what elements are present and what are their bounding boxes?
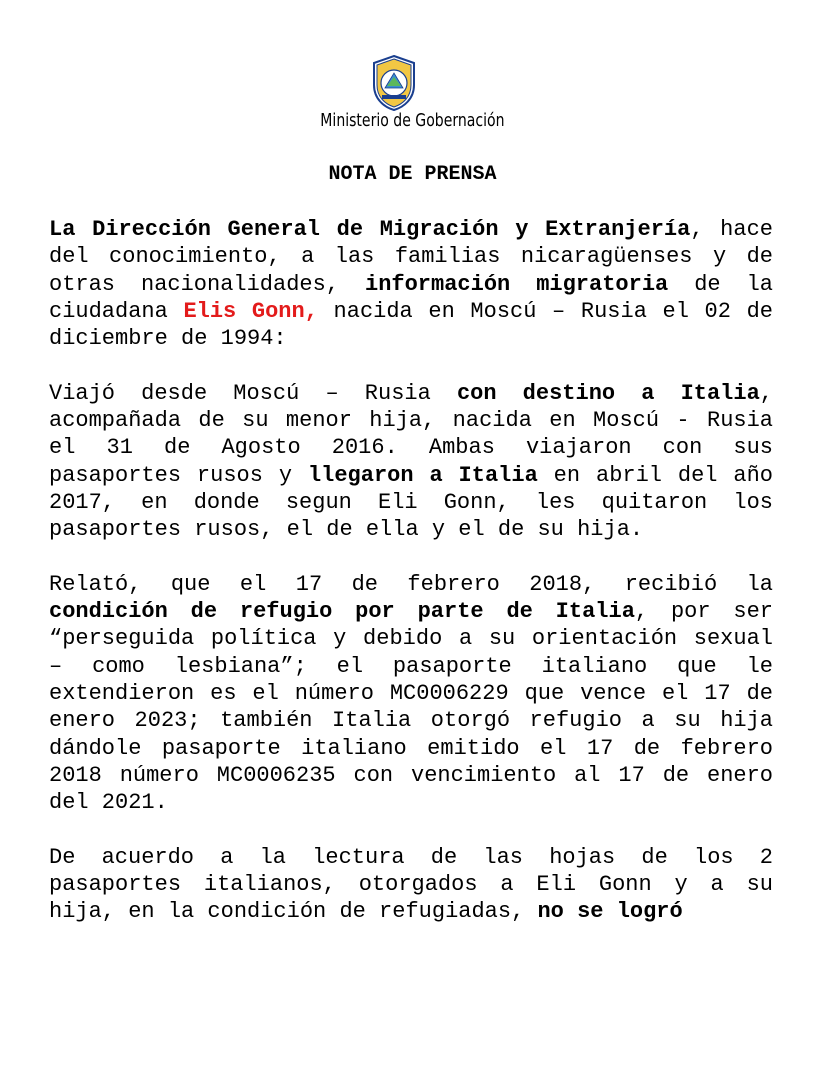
paragraph-2	[49, 380, 773, 544]
agency-name: La Dirección General de Migración y Extranjería	[49, 217, 691, 242]
citizen-name: Elis Gonn,	[183, 298, 318, 324]
text-span: De acuerdo a la lectura de las hojas de los 2 pasaportes italianos, otorgados a Eli Gonn y a su hija, en la condición de refugiadas,	[49, 844, 773, 925]
press-note-title: NOTA DE PRENSA	[328, 163, 497, 186]
bold-phrase: llegaron a Italia	[307, 462, 538, 488]
paragraph-3	[49, 571, 773, 817]
text-span: , hace del conocimiento, a las familias nicaragüenses y de otras nacionalidades,	[49, 217, 773, 297]
bold-phrase: con destino a Italia	[456, 380, 760, 406]
text-span: en abril del año 2017, en donde segun Eli Gonn, les quitaron los pasaportes rusos, el de ella y el de su hija.	[49, 462, 774, 543]
text-span: , por ser “perseguida política y debido a su orientación sexual – como lesbiana”; el pasaporte italiano que le extendieron es el número MC0006229 que vence el 17 de enero 2023; también Italia otorgó refugio a su hija dándole pasaporte italiano emitido el 17 de febrero 2018 número MC0006235 con vencimiento al 17 de enero del 2021.	[49, 599, 773, 816]
text-span: , acompañada de su menor hija, nacida en Moscú - Rusia el 31 de Agosto 2016. Ambas viajaron con sus pasaportes rusos y	[49, 380, 773, 488]
text-span: de la ciudadana	[49, 271, 773, 324]
bold-phrase: no se logró	[537, 899, 683, 925]
text-span: Relató, que el 17 de febrero 2018, recibió la	[49, 571, 773, 597]
bold-phrase: condición de refugio por parte de Italia	[49, 599, 635, 625]
shield-seal-icon	[372, 55, 416, 111]
document-body	[49, 216, 773, 953]
paragraph-1	[49, 216, 773, 352]
paragraph-4	[49, 844, 773, 926]
text-span: nacida en Moscú – Rusia el 02 de diciembre de 1994:	[49, 298, 773, 352]
text-span: Viajó desde Moscú – Rusia	[49, 380, 457, 406]
ministry-name: Ministerio de Gobernación	[320, 110, 505, 131]
bold-phrase: información migratoria	[365, 271, 669, 297]
